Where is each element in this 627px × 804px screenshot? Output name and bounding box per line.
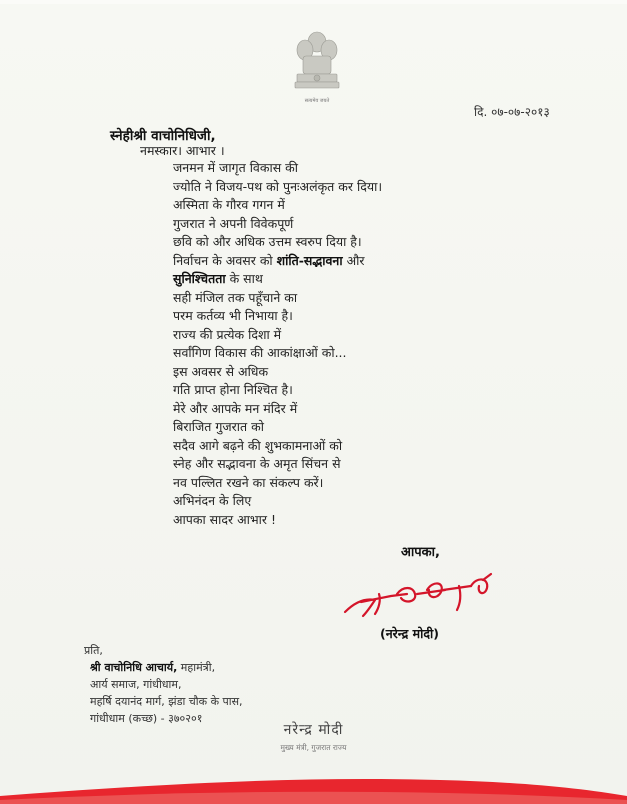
body-line: सर्वांगिण विकास की आकांक्षाओं को... (173, 345, 347, 360)
signature-icon (341, 572, 499, 622)
footer-title: मुख्य मंत्री, गुजरात राज्य (280, 743, 347, 752)
body-line: गति प्राप्त होना निश्चित है। (173, 382, 293, 397)
body-line (173, 252, 473, 271)
emphasis-text: सुनिश्चितता (173, 271, 226, 286)
body-line (173, 270, 473, 289)
lion-capital-icon (289, 28, 345, 100)
sign-off: आपका, (401, 545, 440, 560)
body-line: गुजरात ने अपनी विवेकपूर्ण (173, 215, 294, 231)
emphasis-text: शांति-सद्भावना (276, 252, 343, 268)
address-line: आर्य समाज, गांधीधाम, (90, 678, 182, 691)
body-text: निर्वाचन के अवसर को (173, 252, 277, 268)
body-line: आपका सादर आभार ! (173, 511, 276, 527)
body-line: राज्य की प्रत्येक दिशा में (173, 326, 282, 342)
recipient-address (84, 642, 404, 727)
body-line: अभिनंदन के लिए (173, 493, 252, 508)
body-line: ज्योति ने विजय-पथ को पुनःअलंकृत कर दिया। (173, 178, 383, 194)
body-line: मेरे और आपके मन मंदिर में (173, 400, 298, 416)
recipient-designation: महामंत्री, (177, 661, 216, 674)
recipient-name-line (84, 659, 404, 676)
handwritten-signature (341, 572, 499, 622)
body-line: स्नेह और सद्भावना के अमृत सिंचन से (173, 456, 341, 471)
salutation: स्नेहीश्री वाचोनिधिजी, (110, 128, 216, 144)
body-line: सदैव आगे बढ़ने की शुभकामनाओं को (173, 437, 343, 453)
address-line: गांधीधाम (कच्छ) - ३७०२०१ (90, 712, 203, 725)
recipient-name: श्री वाचोनिधि आचार्य, (90, 661, 178, 674)
body-line: अस्मिता के गौरव गगन में (173, 197, 285, 212)
body-line: इस अवसर से अधिक (173, 363, 269, 379)
signer-name: (नरेन्द्र मोदी) (380, 626, 439, 641)
letter-date: दि. ०७-०७-२०१३ (474, 105, 550, 119)
state-emblem (289, 28, 345, 112)
body-line: छवि को और अधिक उत्तम स्वरुप दिया है। (173, 234, 362, 249)
greeting: नमस्कार। आभार । (140, 143, 225, 158)
body-text: के साथ (225, 271, 263, 286)
address-prefix: प्रति, (84, 644, 103, 657)
body-line: नव पल्लित रखने का संकल्प करें। (173, 474, 324, 490)
body-line: बिराजित गुजरात को (173, 419, 264, 434)
emblem-motto: सत्यमेव जयते (304, 98, 330, 104)
body-text: और (342, 252, 365, 268)
body-line: जनमन में जागृत विकास की (173, 160, 298, 175)
letter-body (173, 159, 473, 529)
footer-name: नरेन्द्र मोदी (283, 722, 344, 738)
address-line: महर्षि दयानंद मार्ग, झंडा चौक के पास, (90, 695, 243, 708)
red-wave-decoration-icon (0, 756, 627, 804)
body-line: सही मंजिल तक पहूँचाने का (173, 289, 298, 305)
body-line: परम कर्तव्य भी निभाया है। (173, 308, 293, 323)
footer-swoosh (0, 756, 627, 804)
